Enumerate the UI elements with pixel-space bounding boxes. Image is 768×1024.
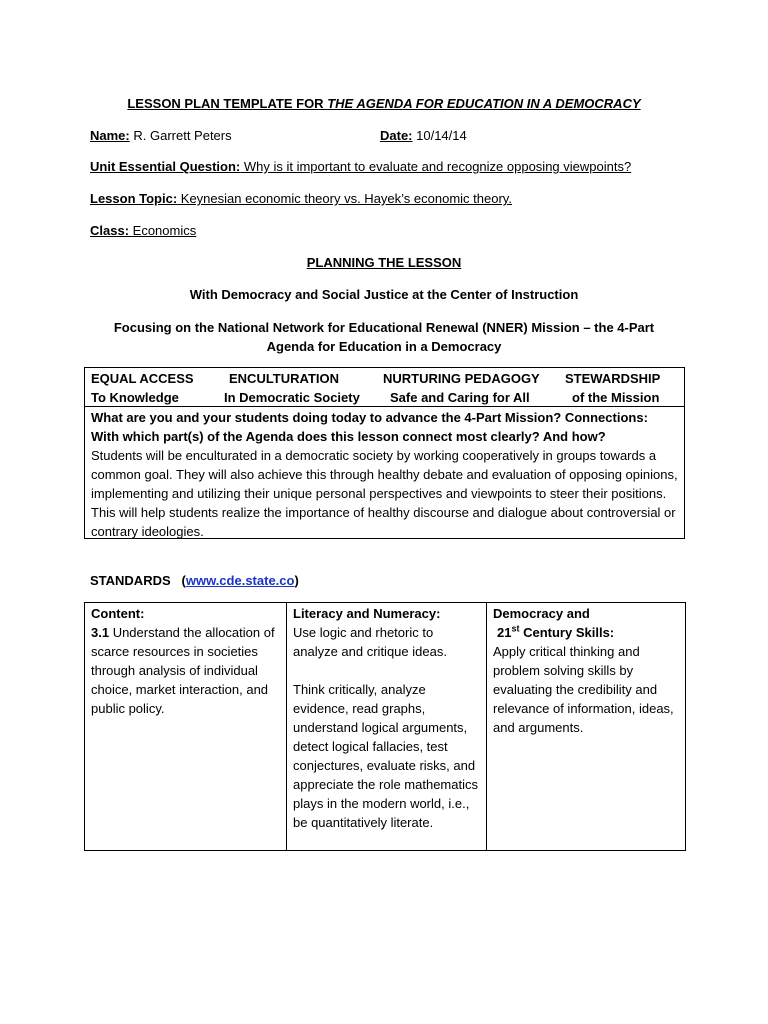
name-label: Name: bbox=[90, 128, 130, 143]
date-value: 10/14/14 bbox=[412, 128, 467, 143]
class-value: Economics bbox=[129, 223, 197, 238]
literacy-para2: Think critically, analyze evidence, read graphs, understand logical arguments, detect logical fallacies, test conjectures, evaluate risks, and appreciate the role mathematics plays in the modern world, i.e., be quantitatively literate. bbox=[293, 682, 478, 830]
content-body: Understand the allocation of scarce resources in societies through analysis of individual choice, market interaction, and public policy. bbox=[91, 625, 275, 716]
literacy-para1: Use logic and rhetoric to analyze and critique ideas. bbox=[293, 625, 447, 659]
content-number: 3.1 bbox=[91, 625, 110, 640]
mission-question: What are you and your students doing today to advance the 4-Part Mission? Connections: With which part(s) of the Agenda does this lesson connect most clearly? And how? bbox=[91, 410, 648, 444]
democracy-heading-line2 bbox=[493, 623, 679, 642]
class-row bbox=[90, 221, 196, 240]
mission-table bbox=[84, 367, 685, 539]
header-line2: To Knowledge bbox=[91, 390, 179, 405]
header-line1: STEWARDSHIP bbox=[565, 371, 661, 386]
name-value: R. Garrett Peters bbox=[129, 128, 232, 143]
century-number: 21 bbox=[497, 625, 512, 640]
standards-paren-close: ) bbox=[294, 573, 299, 588]
mission-header-enculturation bbox=[224, 369, 360, 407]
mission-header-row bbox=[85, 368, 684, 407]
topic-value: Keynesian economic theory vs. Hayek’s economic theory. bbox=[177, 191, 512, 206]
header-line2: In Democratic Society bbox=[224, 390, 360, 405]
date-field bbox=[380, 126, 467, 145]
date-label: Date: bbox=[380, 128, 413, 143]
topic-label: Lesson Topic: bbox=[90, 191, 178, 206]
class-label: Class: bbox=[90, 223, 130, 238]
standards-table bbox=[84, 602, 686, 851]
content-heading: Content: bbox=[91, 606, 145, 621]
nner-focus-heading: Focusing on the National Network for Educational Renewal (NNER) Mission – the 4-Part Agenda for Education in a Democracy bbox=[113, 320, 655, 354]
title-italic: THE AGENDA FOR EDUCATION IN A DEMOCRACY bbox=[327, 96, 641, 111]
standards-democracy-column bbox=[486, 603, 685, 850]
literacy-heading: Literacy and Numeracy: bbox=[293, 606, 441, 621]
document-title bbox=[0, 94, 768, 113]
standards-literacy-column bbox=[286, 603, 486, 850]
paragraph-gap bbox=[293, 661, 480, 680]
century-suffix: st bbox=[511, 623, 520, 634]
unit-question-row bbox=[90, 157, 631, 176]
democracy-subheading: With Democracy and Social Justice at the Center of Instruction bbox=[189, 287, 579, 302]
question-value: Why is it important to evaluate and recognize opposing viewpoints? bbox=[240, 159, 632, 174]
standards-label: STANDARDS bbox=[90, 573, 171, 588]
content-text bbox=[91, 623, 280, 718]
mission-answer: Students will be enculturated in a democratic society by working cooperatively in groups towards a common goal. They will also achieve this through healthy debate and evaluation of opposing opinions, implementing and utilizing their unique personal perspectives and viewpoints to steer their positions. This will help students realize the importance of healthy discourse and dialogue about controversial or contrary ideologies. bbox=[91, 448, 678, 539]
standards-paren-open: ( bbox=[181, 573, 186, 588]
mission-header-nurturing-pedagogy bbox=[383, 369, 540, 407]
democracy-text: Apply critical thinking and problem solving skills by evaluating the credibility and relevance of information, ideas, and arguments. bbox=[493, 644, 674, 735]
mission-header-stewardship bbox=[565, 369, 660, 407]
header-line1: EQUAL ACCESS bbox=[91, 371, 194, 386]
standards-link[interactable]: www.cde.state.co bbox=[185, 573, 295, 588]
header-line1: ENCULTURATION bbox=[229, 371, 340, 386]
question-label: Unit Essential Question: bbox=[90, 159, 241, 174]
planning-heading: PLANNING THE LESSON bbox=[306, 255, 462, 270]
standards-heading bbox=[90, 571, 299, 590]
century-skills-label: Century Skills: bbox=[519, 625, 615, 640]
header-line2: Safe and Caring for All bbox=[390, 390, 530, 405]
header-line1: NURTURING PEDAGOGY bbox=[383, 371, 540, 386]
lesson-topic-row bbox=[90, 189, 512, 208]
mission-header-equal-access bbox=[91, 369, 194, 407]
mission-body bbox=[85, 407, 684, 541]
standards-content-column bbox=[85, 603, 286, 850]
title-prefix: LESSON PLAN TEMPLATE FOR bbox=[127, 96, 328, 111]
header-line2: of the Mission bbox=[572, 390, 660, 405]
name-row bbox=[90, 126, 467, 145]
democracy-heading-line1: Democracy and bbox=[493, 606, 590, 621]
